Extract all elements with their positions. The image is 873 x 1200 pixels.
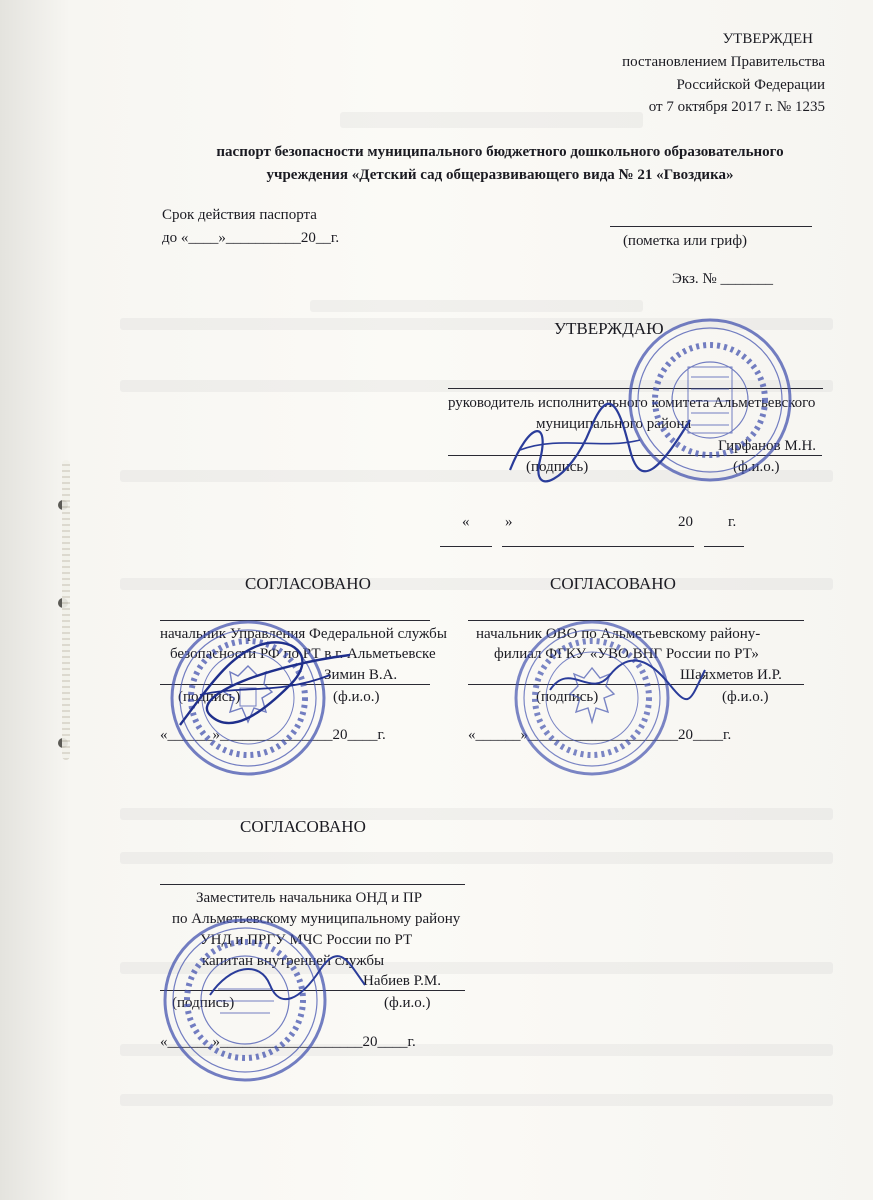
sign-caption: (подпись) xyxy=(536,689,599,705)
agreed-role: безопасности РФ по РТ в г. Альметьевске xyxy=(170,646,436,662)
approve-date-close: » xyxy=(505,514,513,530)
signature-icon xyxy=(170,625,360,745)
approval-line: Российской Федерации xyxy=(676,77,825,93)
signature-icon xyxy=(200,950,370,1010)
agreed-heading: СОГЛАСОВАНО xyxy=(550,574,676,593)
approve-name: Гирфанов М.Н. xyxy=(718,438,817,454)
agreed-heading: СОГЛАСОВАНО xyxy=(240,817,366,836)
name-caption: (ф.и.о.) xyxy=(733,459,780,475)
approval-title: УТВЕРЖДЕН xyxy=(722,31,813,47)
document-title: учреждения «Детский сад общеразвивающего вида № 21 «Гвоздика» xyxy=(266,167,734,183)
sign-caption: (подпись) xyxy=(172,995,235,1011)
sign-caption: (подпись) xyxy=(178,689,241,705)
signature-icon xyxy=(540,650,710,710)
agreed-date: «______»___________________20____г. xyxy=(160,1034,416,1050)
agreed-role: филиал ФГКУ «УВО ВНГ России по РТ» xyxy=(494,646,759,662)
approve-date-rule xyxy=(440,546,492,547)
approve-heading: УТВЕРЖДАЮ xyxy=(554,319,664,338)
name-caption: (ф.и.о.) xyxy=(333,689,380,705)
agreed-role: капитан внутренней службы xyxy=(202,953,385,969)
agreed-date: «______»____________________20____г. xyxy=(468,727,732,743)
agreed-rule xyxy=(160,884,465,885)
grif-line xyxy=(610,226,812,227)
validity-date: до «____»__________20__г. xyxy=(162,230,340,246)
binding-thread xyxy=(62,460,70,760)
grif-caption: (пометка или гриф) xyxy=(622,233,748,249)
bleed-through xyxy=(120,808,833,820)
agreed-role: по Альметьевскому муниципальному району xyxy=(172,911,461,927)
name-caption: (ф.и.о.) xyxy=(384,995,431,1011)
approval-line: постановлением Правительства xyxy=(622,54,825,70)
sign-caption: (подпись) xyxy=(526,459,589,475)
agreed-name: Шаяхметов И.Р. xyxy=(680,667,782,683)
signature-icon xyxy=(500,400,700,490)
approve-date-rule xyxy=(704,546,744,547)
bleed-through xyxy=(120,578,833,590)
approve-role: руководитель исполнительного комитета Альметьевского xyxy=(448,395,816,411)
agreed-role: начальник ОВО по Альметьевскому району- xyxy=(476,626,761,642)
agreed-heading: СОГЛАСОВАНО xyxy=(245,574,371,593)
name-caption: (ф.и.о.) xyxy=(722,689,769,705)
bleed-through xyxy=(310,300,643,312)
document-title: паспорт безопасности муниципального бюджетного дошкольного образовательного xyxy=(216,144,784,160)
bleed-through xyxy=(340,112,643,128)
approve-date-year: 20 xyxy=(678,514,693,530)
copy-number: Экз. № _______ xyxy=(672,271,773,287)
agreed-role: УНД и ПРГУ МЧС России по РТ xyxy=(200,932,413,948)
agreed-role: Заместитель начальника ОНД и ПР xyxy=(196,890,423,906)
approve-role: муниципального района xyxy=(536,416,692,432)
bleed-through xyxy=(120,1094,833,1106)
approval-line: от 7 октября 2017 г. № 1235 xyxy=(648,99,825,115)
bleed-through xyxy=(120,852,833,864)
approve-date-suffix: г. xyxy=(728,514,737,530)
agreed-name: Зимин В.А. xyxy=(324,667,398,683)
agreed-role: начальник Управления Федеральной службы xyxy=(160,626,447,642)
validity-label: Срок действия паспорта xyxy=(162,207,317,223)
approve-date-open: « xyxy=(462,514,470,530)
approve-date-rule xyxy=(502,546,694,547)
agreed-date: «______»_______________20____г. xyxy=(160,727,386,743)
agreed-name: Набиев Р.М. xyxy=(363,973,441,989)
